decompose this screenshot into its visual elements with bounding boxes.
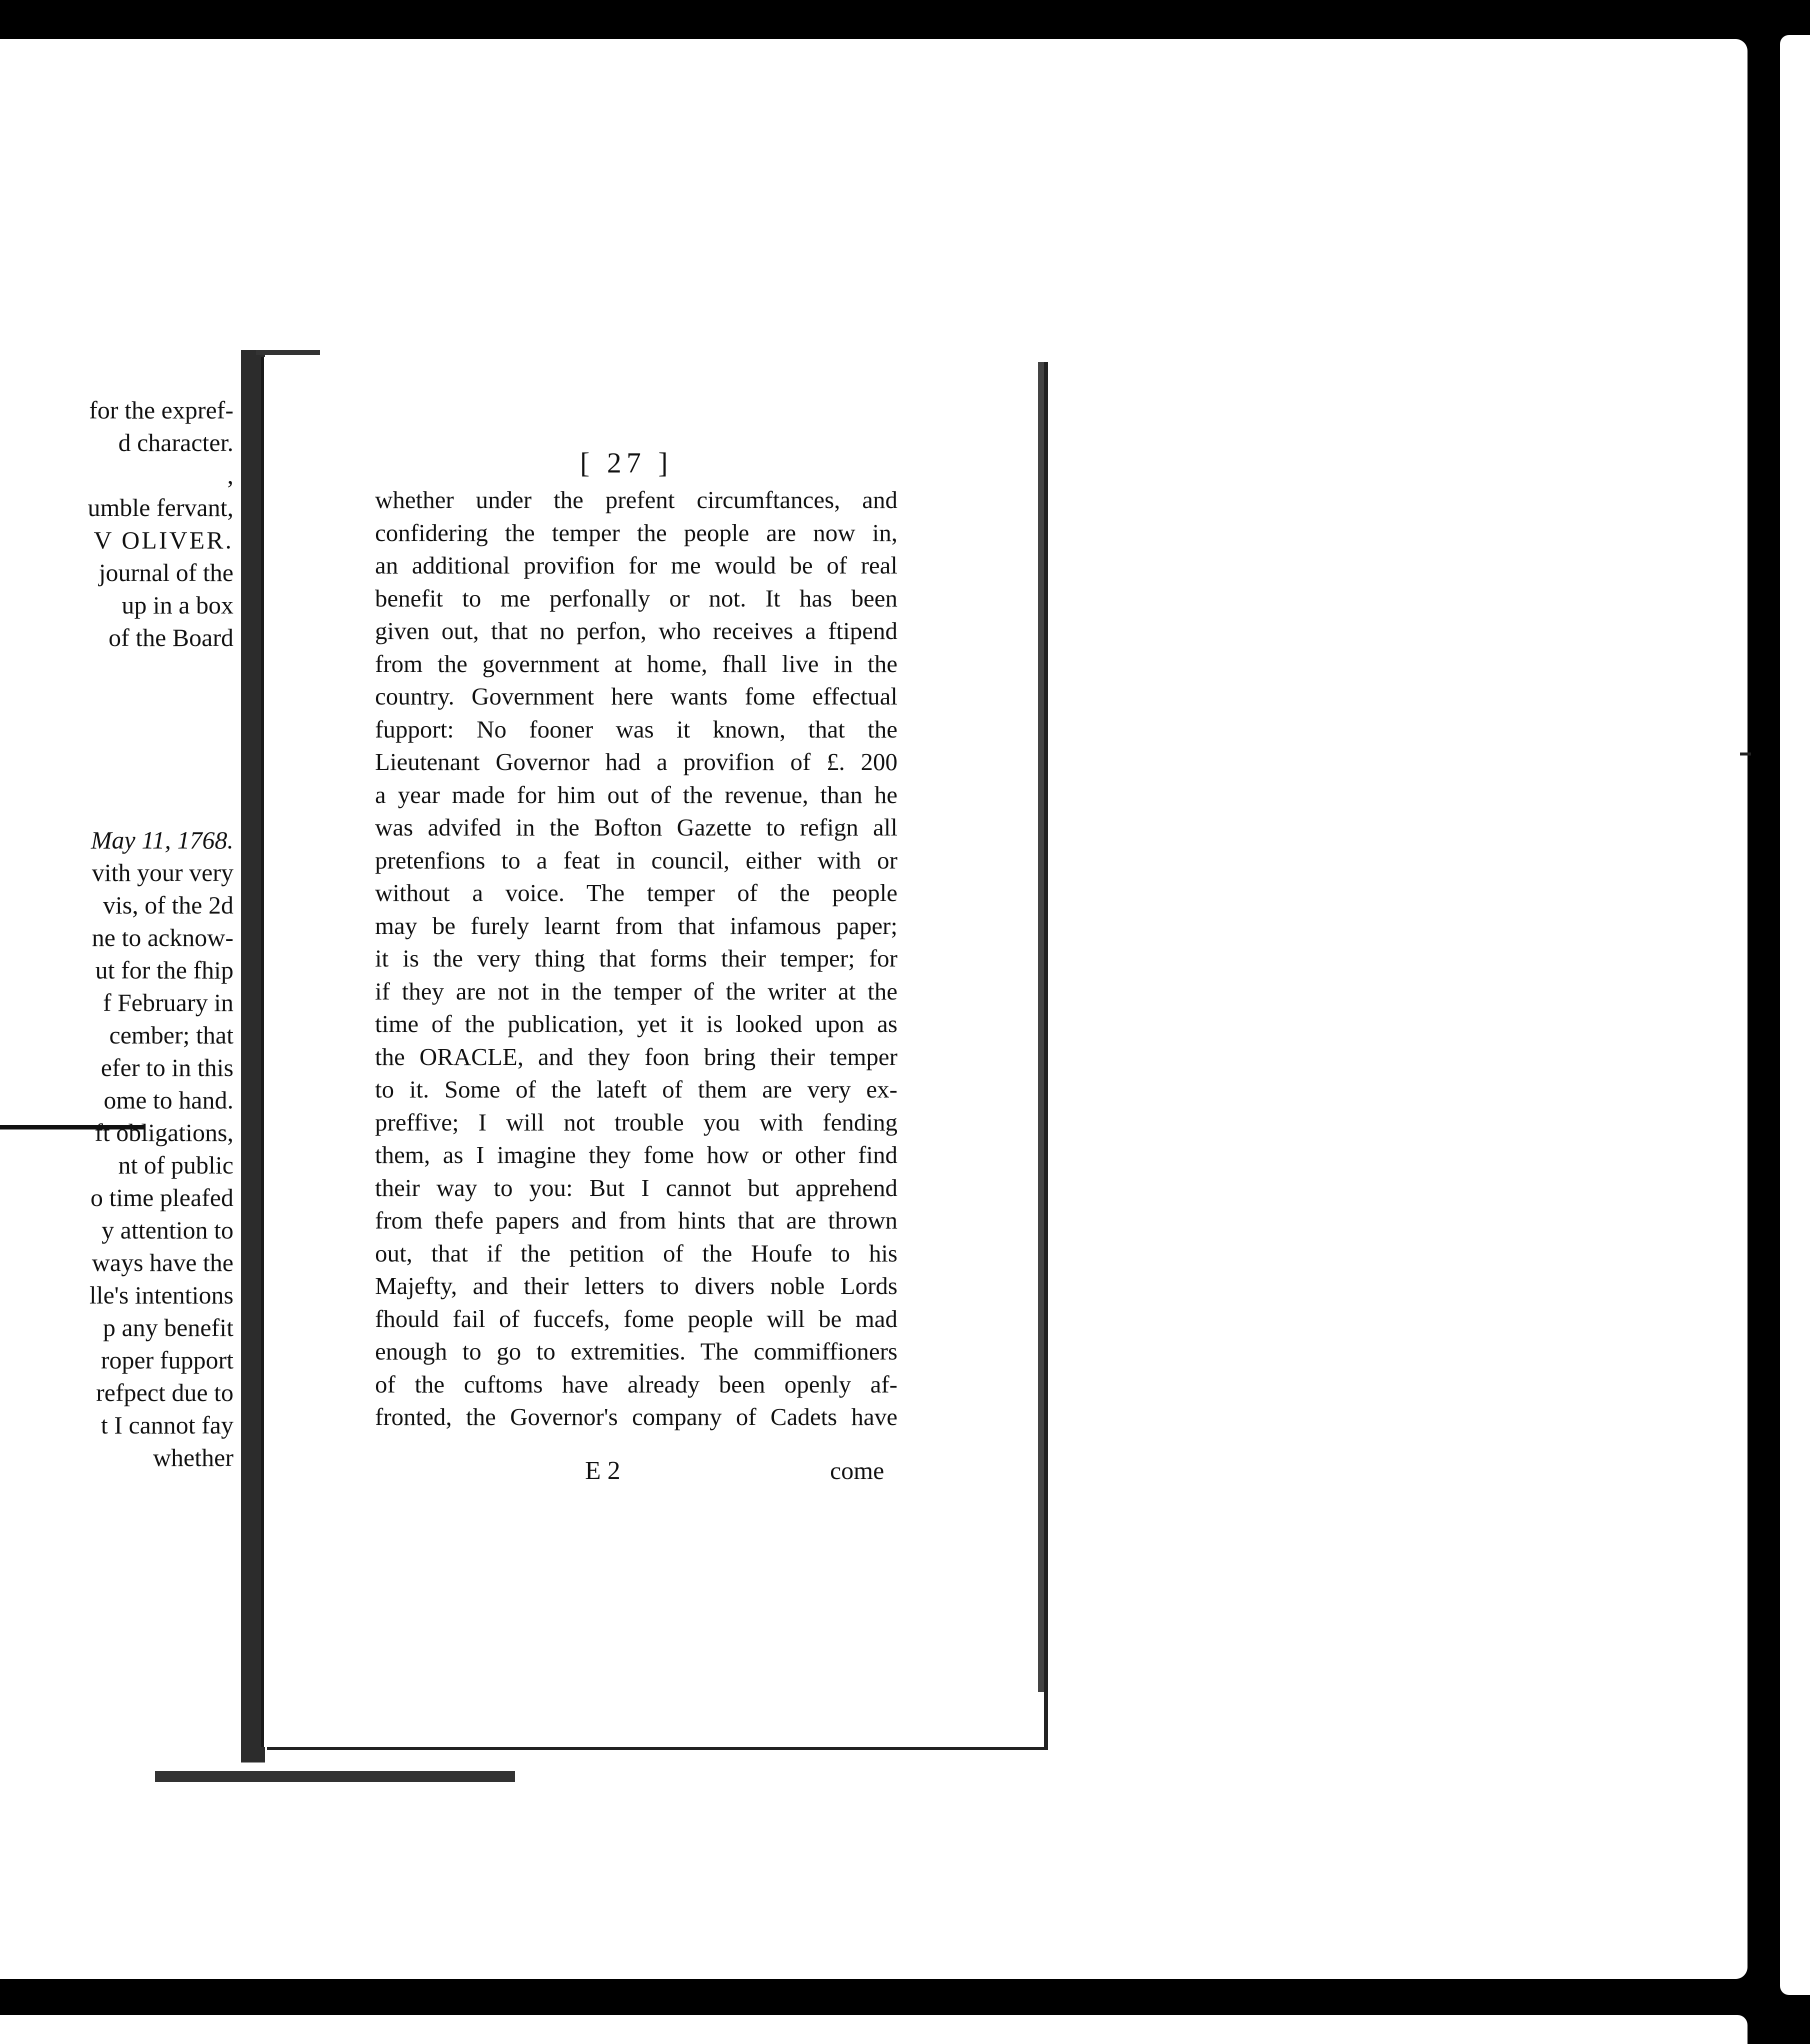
right-page-line: a year made for him out of the revenue, than he (375, 780, 898, 808)
right-page-line: confidering the temper the people are now in, (375, 518, 898, 546)
film-mark (1740, 752, 1751, 756)
right-page-line: the ORACLE, and they foon bring their temper (375, 1042, 898, 1070)
right-page-line: pretenfions to a feat in council, either with or (375, 846, 898, 874)
right-page-line: was advifed in the Bofton Gazette to refign all (375, 814, 898, 841)
left-page-line: , (227, 461, 234, 489)
left-page-line: refpect due to (96, 1378, 234, 1406)
right-page-line: it is the very thing that forms their temper; for (375, 944, 898, 972)
adjacent-frame-edge-bottom (0, 2015, 1748, 2044)
left-page-line: for the expref- (89, 396, 234, 424)
left-page-line: o time pleafed (90, 1184, 234, 1212)
right-page-line: fronted, the Governor's company of Cadets have (375, 1403, 898, 1430)
right-page-line: out, that if the petition of the Houfe to his (375, 1239, 898, 1267)
right-page-line: Lieutenant Governor had a provifion of £. 200 (375, 748, 898, 776)
left-page-line: vis, of the 2d (102, 891, 234, 919)
right-page-line: an additional provifion for me would be of real (375, 552, 898, 579)
left-page-line: V OLIVER. (94, 526, 234, 554)
left-page-line: y attention to (102, 1216, 234, 1244)
left-page-line: nt of public (118, 1151, 234, 1179)
left-page-line: ft obligations, (94, 1118, 234, 1146)
left-page-line: vith your very (92, 858, 234, 886)
gutter-top-edge (256, 350, 320, 355)
right-page-line: their way to you: But I cannot but apprehend (375, 1174, 898, 1202)
left-page-line: umble fervant, (88, 494, 234, 522)
left-page-line: roper fupport (100, 1346, 234, 1374)
right-page-line: enough to go to extremities. The commiffioners (375, 1338, 898, 1365)
left-page-line: t I cannot fay (100, 1411, 234, 1439)
right-page-line: fupport: No fooner was it known, that the (375, 715, 898, 743)
left-page-line: ut for the fhip (95, 956, 234, 984)
right-page-line: from the government at home, fhall live in the (375, 650, 898, 678)
right-page-line: time of the publication, yet it is looked upon as (375, 1010, 898, 1038)
left-page-line: of the Board (108, 624, 234, 652)
left-page-line: May 11, 1768. (90, 826, 234, 854)
right-page-line: Majefty, and their letters to divers noble Lords (375, 1272, 898, 1300)
right-page-line: preffive; I will not trouble you with fending (375, 1108, 898, 1136)
left-page (0, 348, 242, 1782)
page-number: [ 27 ] (580, 446, 673, 479)
left-page-line: f February in (102, 988, 234, 1016)
left-page-line: efer to in this (100, 1054, 234, 1082)
left-page-line: lle's intentions (89, 1281, 234, 1309)
right-page-line: whether under the prefent circumftances, and (375, 486, 898, 514)
right-page-line: benefit to me perfonally or not. It has been (375, 584, 898, 612)
right-page-line: given out, that no perfon, who receives a ftipend (375, 617, 898, 644)
left-page-line: p any benefit (102, 1314, 234, 1342)
right-page-line: may be furely learnt from that infamous paper; (375, 912, 898, 940)
adjacent-frame-edge (1780, 35, 1810, 1995)
left-page-line: ways have the (92, 1248, 234, 1276)
left-page-line: journal of the (98, 558, 234, 586)
right-page-line: country. Government here wants fome effectual (375, 682, 898, 710)
signature-mark: E 2 (585, 1456, 620, 1485)
catchword: come (830, 1456, 884, 1484)
left-page-line: cember; that (109, 1021, 234, 1049)
right-page-edge (1038, 362, 1044, 1692)
right-page-line: them, as I imagine they fome how or other find (375, 1141, 898, 1168)
right-page-line: of the cuftoms have already been openly af- (375, 1370, 898, 1398)
right-page-line: from thefe papers and from hints that are thrown (375, 1206, 898, 1234)
right-page-line: to it. Some of the lateft of them are very ex- (375, 1076, 898, 1103)
left-page-line: d character. (118, 428, 234, 456)
right-page-line: fhould fail of fuccefs, fome people will be mad (375, 1304, 898, 1332)
book-bottom-edge (155, 1771, 515, 1782)
right-page-line: if they are not in the temper of the writer at the (375, 977, 898, 1005)
left-page-line: ome to hand. (104, 1086, 234, 1114)
right-page-line: without a voice. The temper of the people (375, 879, 898, 906)
left-page-line: whether (152, 1444, 234, 1472)
left-page-line: ne to acknow- (92, 924, 234, 952)
left-page-line: up in a box (122, 591, 234, 619)
